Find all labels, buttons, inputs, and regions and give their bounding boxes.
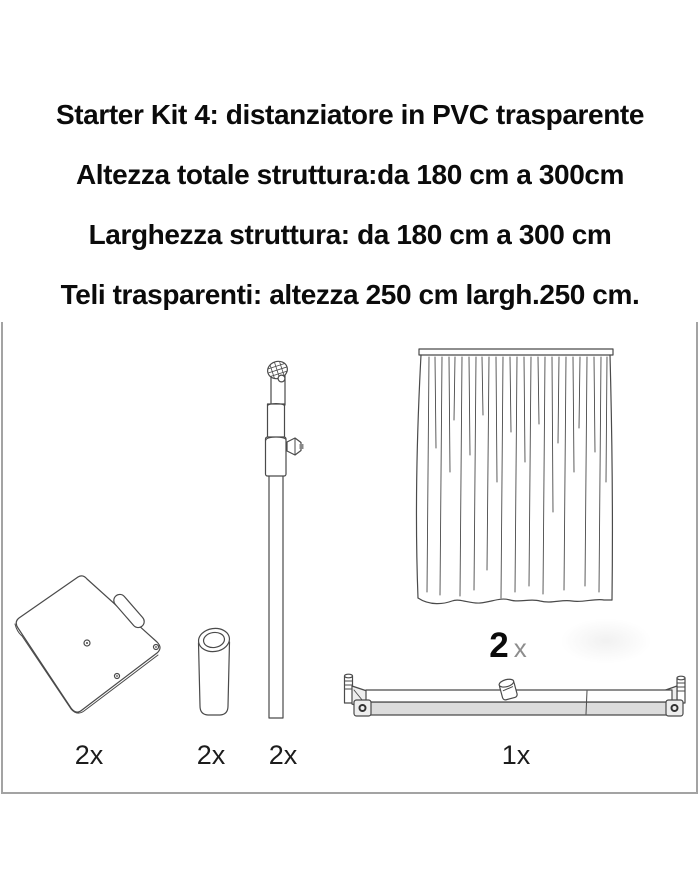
- sleeve-tube-qty: 2x: [196, 740, 226, 770]
- curtain-qty: [489, 626, 526, 666]
- panels-spec-line: Teli trasparenti: altezza 250 cm largh.250 cm.: [60, 279, 640, 310]
- crossbar-drawing: [345, 674, 686, 716]
- curtain-qty-unit: x: [513, 633, 527, 663]
- curtain-qty-value: 2: [489, 626, 509, 665]
- curtain-drawing: [417, 349, 613, 604]
- crossbar-qty: 1x: [501, 740, 531, 770]
- height-spec-line: Altezza totale struttura:da 180 cm a 300cm: [75, 159, 625, 190]
- base-plate-drawing: [15, 576, 160, 713]
- telescopic-pole-qty: 2x: [268, 740, 298, 770]
- telescopic-pole-drawing: [265, 359, 303, 718]
- base-plate-qty: 2x: [74, 740, 104, 770]
- kit-title: Starter Kit 4: distanziatore in PVC trasparente: [55, 99, 645, 130]
- pole-clamp-knob-icon: [287, 438, 301, 455]
- width-spec-line: Larghezza struttura: da 180 cm a 300 cm: [88, 219, 612, 250]
- pole-top-cap-icon: [265, 359, 289, 381]
- sleeve-tube-drawing: [197, 626, 231, 715]
